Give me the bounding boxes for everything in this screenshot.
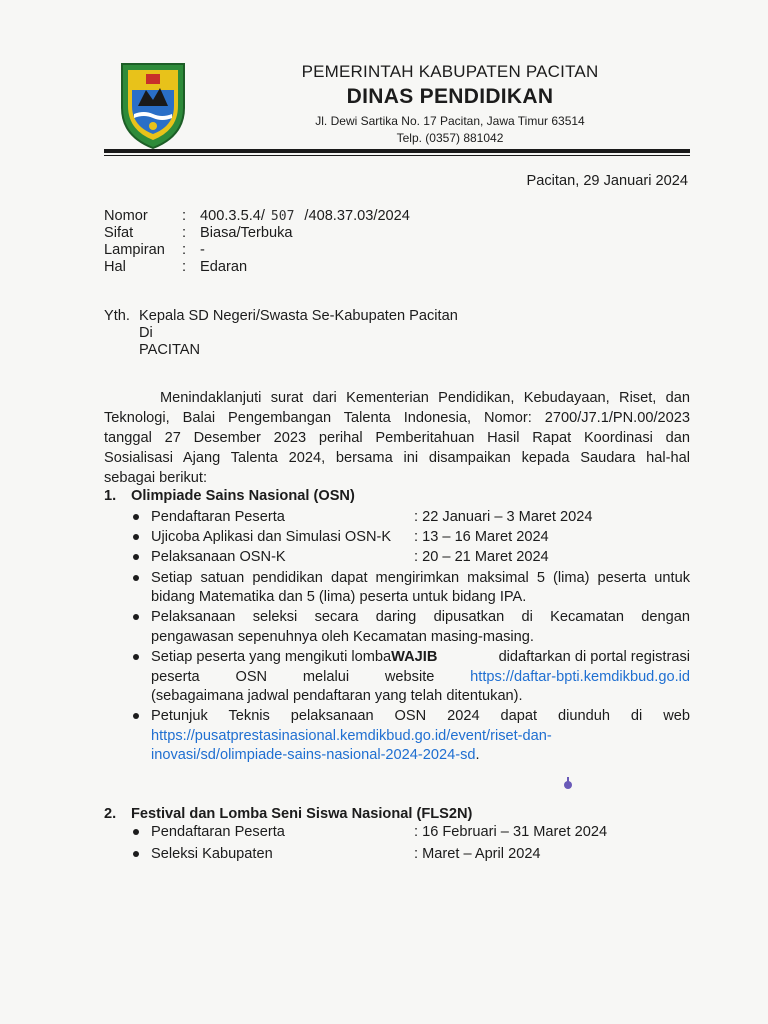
intro-line-1: Menindaklanjuti surat dari Kementerian Pendidikan, Kebudayaan, Riset, dan [160, 390, 690, 406]
letterhead-divider-thin [104, 155, 690, 156]
osn-row-value: : 13 – 16 Maret 2024 [414, 529, 549, 545]
sifat-label: Sifat [104, 225, 134, 241]
osn-bullet6-word: OSN [235, 669, 268, 685]
sifat-value: Biasa/Terbuka [200, 225, 293, 241]
osn-bullet7-line3 [151, 748, 480, 763]
nomor-value [200, 209, 410, 224]
hal-label: Hal [104, 259, 126, 275]
osn-bullet4-line1: Setiap satuan pendidikan dapat mengirimkan maksimal 5 (lima) peserta untuk [151, 570, 690, 586]
bullet-dot [133, 654, 139, 660]
bullet-dot [133, 713, 139, 719]
bullet-dot [133, 829, 139, 835]
nomor-colon: : [182, 208, 187, 224]
letterhead-divider-thick [104, 149, 690, 153]
section2-title: Festival dan Lomba Seni Siswa Nasional (FLS2N) [131, 806, 473, 822]
osn-bullet6-text-a: Setiap peserta yang mengikuti lomba [151, 649, 392, 665]
recipient-line1: Kepala SD Negeri/Swasta Se-Kabupaten Pacitan [139, 308, 458, 324]
osn-bullet7-period: . [475, 747, 480, 763]
letterhead-department: DINAS PENDIDIKAN [346, 85, 554, 108]
osn-bullet6-word: peserta [151, 669, 200, 685]
osn-bullet6-line3: (sebagaimana jadwal pendaftaran yang telah ditentukan). [151, 688, 523, 704]
osn-row-value: : 20 – 21 Maret 2024 [414, 549, 549, 565]
osn-juknis-link-line1[interactable]: https://pusatprestasinasional.kemdikbud.go.id/event/riset-dan- [151, 728, 552, 744]
osn-row-value: : 22 Januari – 3 Maret 2024 [414, 509, 593, 525]
intro-line-2: Teknologi, Balai Pengembangan Talenta Indonesia, Nomor: 2700/J7.1/PN.00/2023 [104, 410, 690, 426]
osn-bullet6-text-b: didaftarkan di portal registrasi [498, 649, 690, 665]
nomor-prefix: 400.3.5.4/ [200, 208, 265, 224]
letterhead-phone: Telp. (0357) 881042 [396, 131, 504, 145]
lampiran-value: - [200, 242, 205, 258]
ink-mark-icon [563, 776, 573, 790]
hal-value: Edaran [200, 259, 248, 275]
osn-bullet6-word: melalui [302, 669, 350, 685]
bullet-dot [133, 534, 139, 540]
nomor-handwritten: 507 [270, 209, 295, 224]
osn-row-label: Pendaftaran Peserta [151, 509, 285, 525]
lampiran-label: Lampiran [104, 242, 165, 258]
section1-number: 1. [104, 488, 117, 504]
osn-bullet6-word: website [384, 669, 435, 685]
letter-date: Pacitan, 29 Januari 2024 [526, 173, 688, 189]
fls2n-row-value: : 16 Februari – 31 Maret 2024 [414, 824, 608, 840]
osn-bullet5-line1: Pelaksanaan seleksi secara daring dipusatkan di Kecamatan dengan [151, 609, 690, 625]
fls2n-row-label: Seleksi Kabupaten [151, 846, 273, 862]
osn-row-label: Ujicoba Aplikasi dan Simulasi OSN-K [151, 529, 392, 545]
recipient-yth: Yth. [104, 308, 130, 324]
intro-line-3: tanggal 27 Desember 2023 perihal Pemberitahuan Hasil Rapat Koordinasi dan [104, 430, 690, 446]
osn-bullet6-line1 [151, 650, 690, 665]
letterhead-address: Jl. Dewi Sartika No. 17 Pacitan, Jawa Timur 63514 [315, 114, 585, 128]
osn-bullet6-wajib: WAJIB [391, 649, 438, 665]
letterhead-government: PEMERINTAH KABUPATEN PACITAN [301, 62, 599, 81]
bullet-dot [133, 514, 139, 520]
nomor-suffix: /408.37.03/2024 [304, 208, 410, 224]
fls2n-row-value: : Maret – April 2024 [414, 846, 541, 862]
osn-bullet7-line1: Petunjuk Teknis pelaksanaan OSN 2024 dapat diunduh di web [151, 708, 690, 724]
section1-title: Olimpiade Sains Nasional (OSN) [131, 488, 355, 504]
hal-colon: : [182, 259, 187, 275]
fls2n-row-label: Pendaftaran Peserta [151, 824, 285, 840]
osn-juknis-link-line2[interactable]: inovasi/sd/olimpiade-sains-nasional-2024-2024-sd [151, 747, 476, 763]
nomor-label: Nomor [104, 208, 148, 224]
bullet-dot [133, 851, 139, 857]
lampiran-colon: : [182, 242, 187, 258]
intro-line-4: Sosialisasi Ajang Talenta 2024, bersama ini disampaikan kepada Saudara hal-hal [104, 450, 690, 466]
osn-bullet5-line2: pengawasan sepenuhnya oleh Kecamatan masing-masing. [151, 629, 534, 645]
recipient-line2: Di [139, 325, 153, 341]
bullet-dot [133, 575, 139, 581]
intro-line-5: sebagai berikut: [104, 470, 208, 486]
section2-number: 2. [104, 806, 117, 822]
regency-emblem-logo [116, 60, 190, 150]
osn-row-label: Pelaksanaan OSN-K [151, 549, 286, 565]
sifat-colon: : [182, 225, 187, 241]
recipient-line3: PACITAN [139, 342, 201, 358]
osn-bullet4-line2: bidang Matematika dan 5 (lima) peserta untuk bidang IPA. [151, 589, 527, 605]
osn-bullet6-line2 [151, 670, 690, 685]
osn-registration-link[interactable]: https://daftar-bpti.kemdikbud.go.id [470, 669, 690, 685]
bullet-dot [133, 614, 139, 620]
bullet-dot [133, 554, 139, 560]
